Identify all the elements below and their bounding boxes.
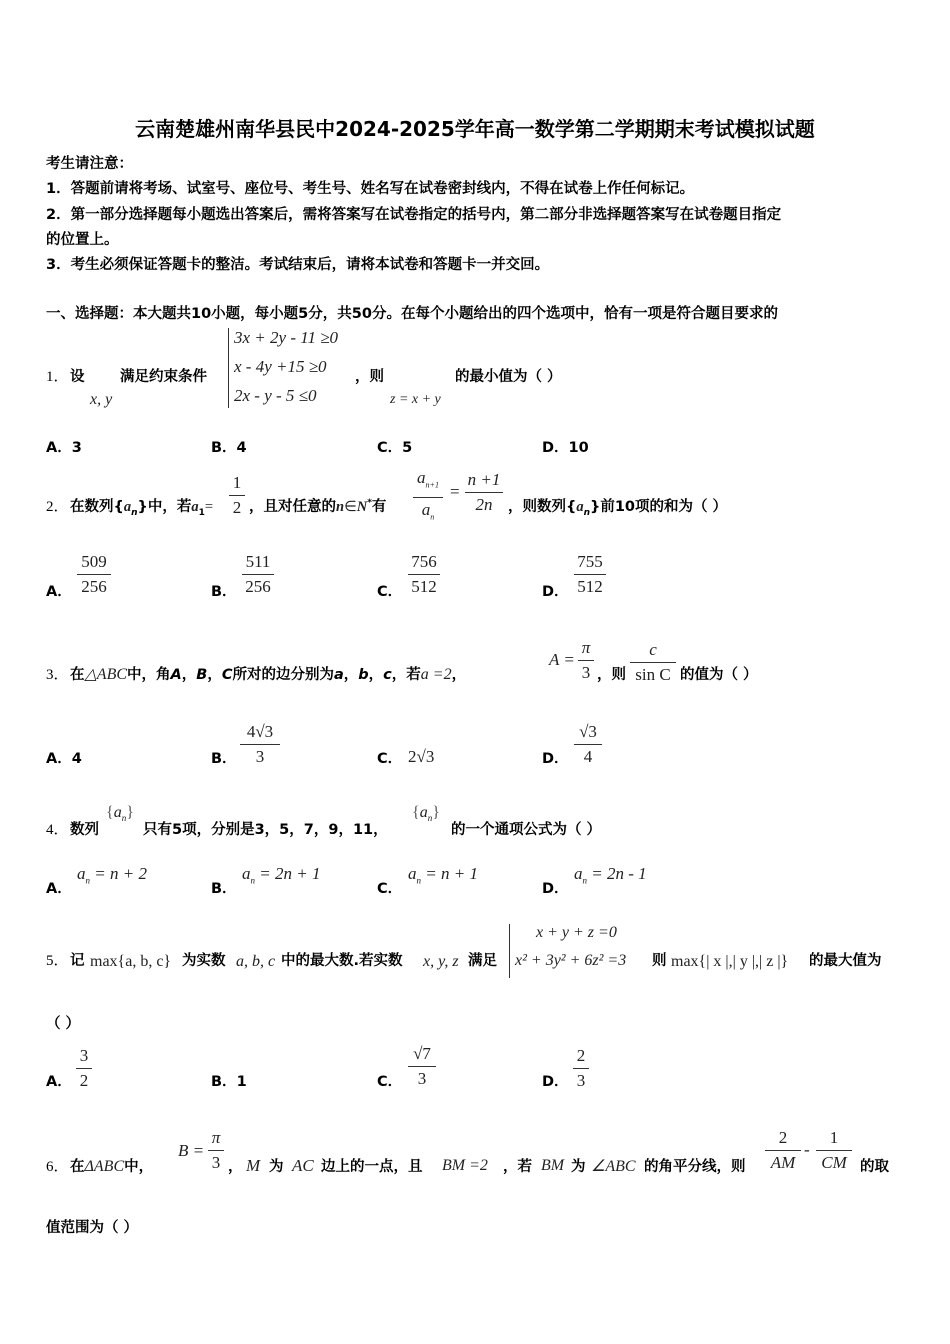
option-d-value: √3 4 [574, 722, 602, 767]
notice-heading: 考生请注意： [46, 156, 133, 172]
option-b[interactable]: B． [211, 881, 237, 897]
q4-text: 的一个通项公式为（ ） [451, 822, 602, 838]
q2-rhs: n +1 2n [465, 470, 503, 515]
q5-text: 则 [652, 953, 667, 969]
q6-M: M [246, 1156, 261, 1175]
question-number: 1． [46, 369, 69, 385]
q1-constraint: 2x - y - 5 ≤0 [234, 386, 317, 405]
option-d[interactable]: D．10 [542, 440, 589, 456]
q1-vars: x, y [90, 391, 113, 408]
q6-text: 为 [571, 1159, 586, 1175]
option-c-value: √7 3 [408, 1044, 436, 1089]
q6-angle: ∠ABC [591, 1158, 636, 1175]
q5-text: 满足 [468, 953, 497, 969]
q6-BM-eq: BM =2 [442, 1157, 488, 1174]
option-b-value: 4√3 3 [240, 722, 280, 767]
option-b-value: $a_n = 2n + 1$ [242, 864, 321, 886]
q6-BM: BM [541, 1157, 565, 1174]
option-b[interactable]: B． [211, 584, 237, 600]
q2-line: ，且对任意的n∈N*有 [249, 498, 387, 515]
option-c-value: $a_n = n + 1$ [408, 864, 478, 886]
option-d[interactable]: D． [542, 881, 569, 897]
option-b-value: 511 256 [242, 552, 274, 597]
q1-brace [228, 328, 229, 408]
notice-item: 2．第一部分选择题每小题选出答案后，需将答案写在试卷指定的括号内，第二部分非选择题答案写在试卷题目指定 [46, 207, 782, 223]
q1-text: ，则 [355, 369, 384, 385]
section-heading: 一、选择题：本大题共10小题，每小题5分，共50分。在每个小题给出的四个选项中，恰有一项是符合题目要求的 [46, 306, 778, 322]
option-c[interactable]: C． [377, 881, 403, 897]
q6-text: 的角平分线，则 [644, 1159, 746, 1175]
question-number: 2． [46, 499, 69, 515]
q5-paren: （ ） [46, 1016, 81, 1032]
option-a-value: 3 2 [76, 1046, 92, 1091]
option-a-value: $a_n = n + 2$ [77, 864, 147, 886]
q5-max: max{a, b, c} [90, 953, 172, 970]
q4-seq: $\{a_n\}$ [412, 804, 440, 824]
option-c-value: 756 512 [408, 552, 440, 597]
option-a-value: 509 256 [77, 552, 111, 597]
q3-text: 的值为（ ） [680, 667, 758, 683]
question-number: 4． [46, 822, 69, 838]
q4-text: 数列 [70, 822, 99, 838]
q1-constraint: 3x + 2y - 11 ≥0 [234, 328, 339, 347]
option-d[interactable]: D． [542, 1074, 569, 1090]
q5-system: x² + 3y² + 6z² =3 [515, 952, 627, 969]
question-number: 5． [46, 953, 69, 969]
q1-text: 的最小值为（ ） [455, 369, 562, 385]
q2-line: 在数列$\{a_n\}$中，若$a_1=$ [70, 499, 214, 518]
option-c[interactable]: C． [377, 584, 403, 600]
q6-text: ， [228, 1159, 243, 1175]
q1-constraint: x - 4y +15 ≥0 [234, 357, 327, 376]
option-d[interactable]: D． [542, 751, 569, 767]
q6-pi-3: π 3 [208, 1128, 224, 1173]
option-c[interactable]: C． [377, 751, 403, 767]
q6-AC: AC [292, 1156, 314, 1175]
option-b[interactable]: B．1 [211, 1074, 247, 1090]
q6-text: ，若 [503, 1159, 532, 1175]
option-a[interactable]: A．3 [46, 440, 82, 456]
option-c[interactable]: C．5 [377, 440, 413, 456]
q5-brace [509, 924, 510, 978]
option-d-value: $a_n = 2n - 1$ [574, 864, 647, 886]
q5-text: 记 [70, 953, 85, 969]
q3-pi-3: π 3 [578, 638, 594, 683]
option-d-value: 2 3 [573, 1046, 589, 1091]
q5-max-abs: max{| x |,| y |,| z |} [671, 953, 789, 970]
q2-ratio: $a_{n+1}$ $a_n$ [413, 468, 443, 528]
q6-text: 的取 [860, 1159, 889, 1175]
q1-objective: z = x + y [390, 392, 441, 407]
option-d-value: 755 512 [574, 552, 606, 597]
q5-text: 的最大值为 [809, 953, 882, 969]
q6-line: 在ΔABC中， [70, 1158, 154, 1175]
q4-text: 只有5项，分别是3，5，7，9，11， [143, 822, 388, 838]
q6-minus: - [804, 1140, 810, 1159]
option-b[interactable]: B． [211, 751, 237, 767]
q2-eq: = [450, 482, 460, 501]
q6-text: 为 [269, 1159, 284, 1175]
q5-text: 为实数 [182, 953, 226, 969]
q4-seq: $\{a_n\}$ [106, 804, 134, 824]
q6-text: 边上的一点，且 [321, 1159, 423, 1175]
q5-abc: a, b, c [236, 953, 276, 970]
option-a[interactable]: A．4 [46, 751, 82, 767]
q5-xyz: x, y, z [423, 953, 459, 970]
q5-text: 中的最大数.若实数 [281, 953, 403, 969]
q3-c-over-sinC: c sin C [630, 640, 676, 685]
option-b[interactable]: B．4 [211, 440, 247, 456]
page-title: 云南楚雄州南华县民中2024-2025学年高一数学第二学期期末考试模拟试题 [135, 117, 815, 141]
q6-frac-1-CM: 1 CM [816, 1128, 852, 1173]
q3-A-eq: A = [549, 650, 575, 669]
notice-item: 3．考生必须保证答题卡的整洁。考试结束后，请将本试卷和答题卡一并交回。 [46, 257, 550, 273]
q1-text: 满足约束条件 [120, 369, 207, 385]
question-number: 6． [46, 1159, 69, 1175]
option-d[interactable]: D． [542, 584, 569, 600]
q6-B-eq: B = [178, 1141, 205, 1160]
notice-item: 的位置上。 [46, 232, 119, 248]
notice-item: 1．答题前请将考场、试室号、座位号、考生号、姓名写在试卷密封线内，不得在试卷上作任何标记。 [46, 181, 695, 197]
q2-line: ，则数列$\{a_n\}$前10项的和为（ ） [508, 499, 728, 518]
option-a[interactable]: A． [46, 584, 72, 600]
q6-frac-2-AM: 2 AM [765, 1128, 801, 1173]
option-a[interactable]: A． [46, 881, 72, 897]
q6-text: 值范围为（ ） [46, 1220, 139, 1236]
q1-text: 设 [70, 369, 85, 385]
q3-line: ，则 [597, 667, 626, 683]
q5-system: x + y + z =0 [536, 924, 617, 941]
q2-half: 1 2 [229, 473, 245, 518]
option-c-value: 2√3 [408, 747, 435, 766]
q3-line: 在△ABC中，角A，B，C所对的边分别为a，b，c，若a =2， [70, 666, 467, 683]
option-c[interactable]: C． [377, 1074, 403, 1090]
option-a[interactable]: A． [46, 1074, 72, 1090]
question-number: 3． [46, 667, 69, 683]
